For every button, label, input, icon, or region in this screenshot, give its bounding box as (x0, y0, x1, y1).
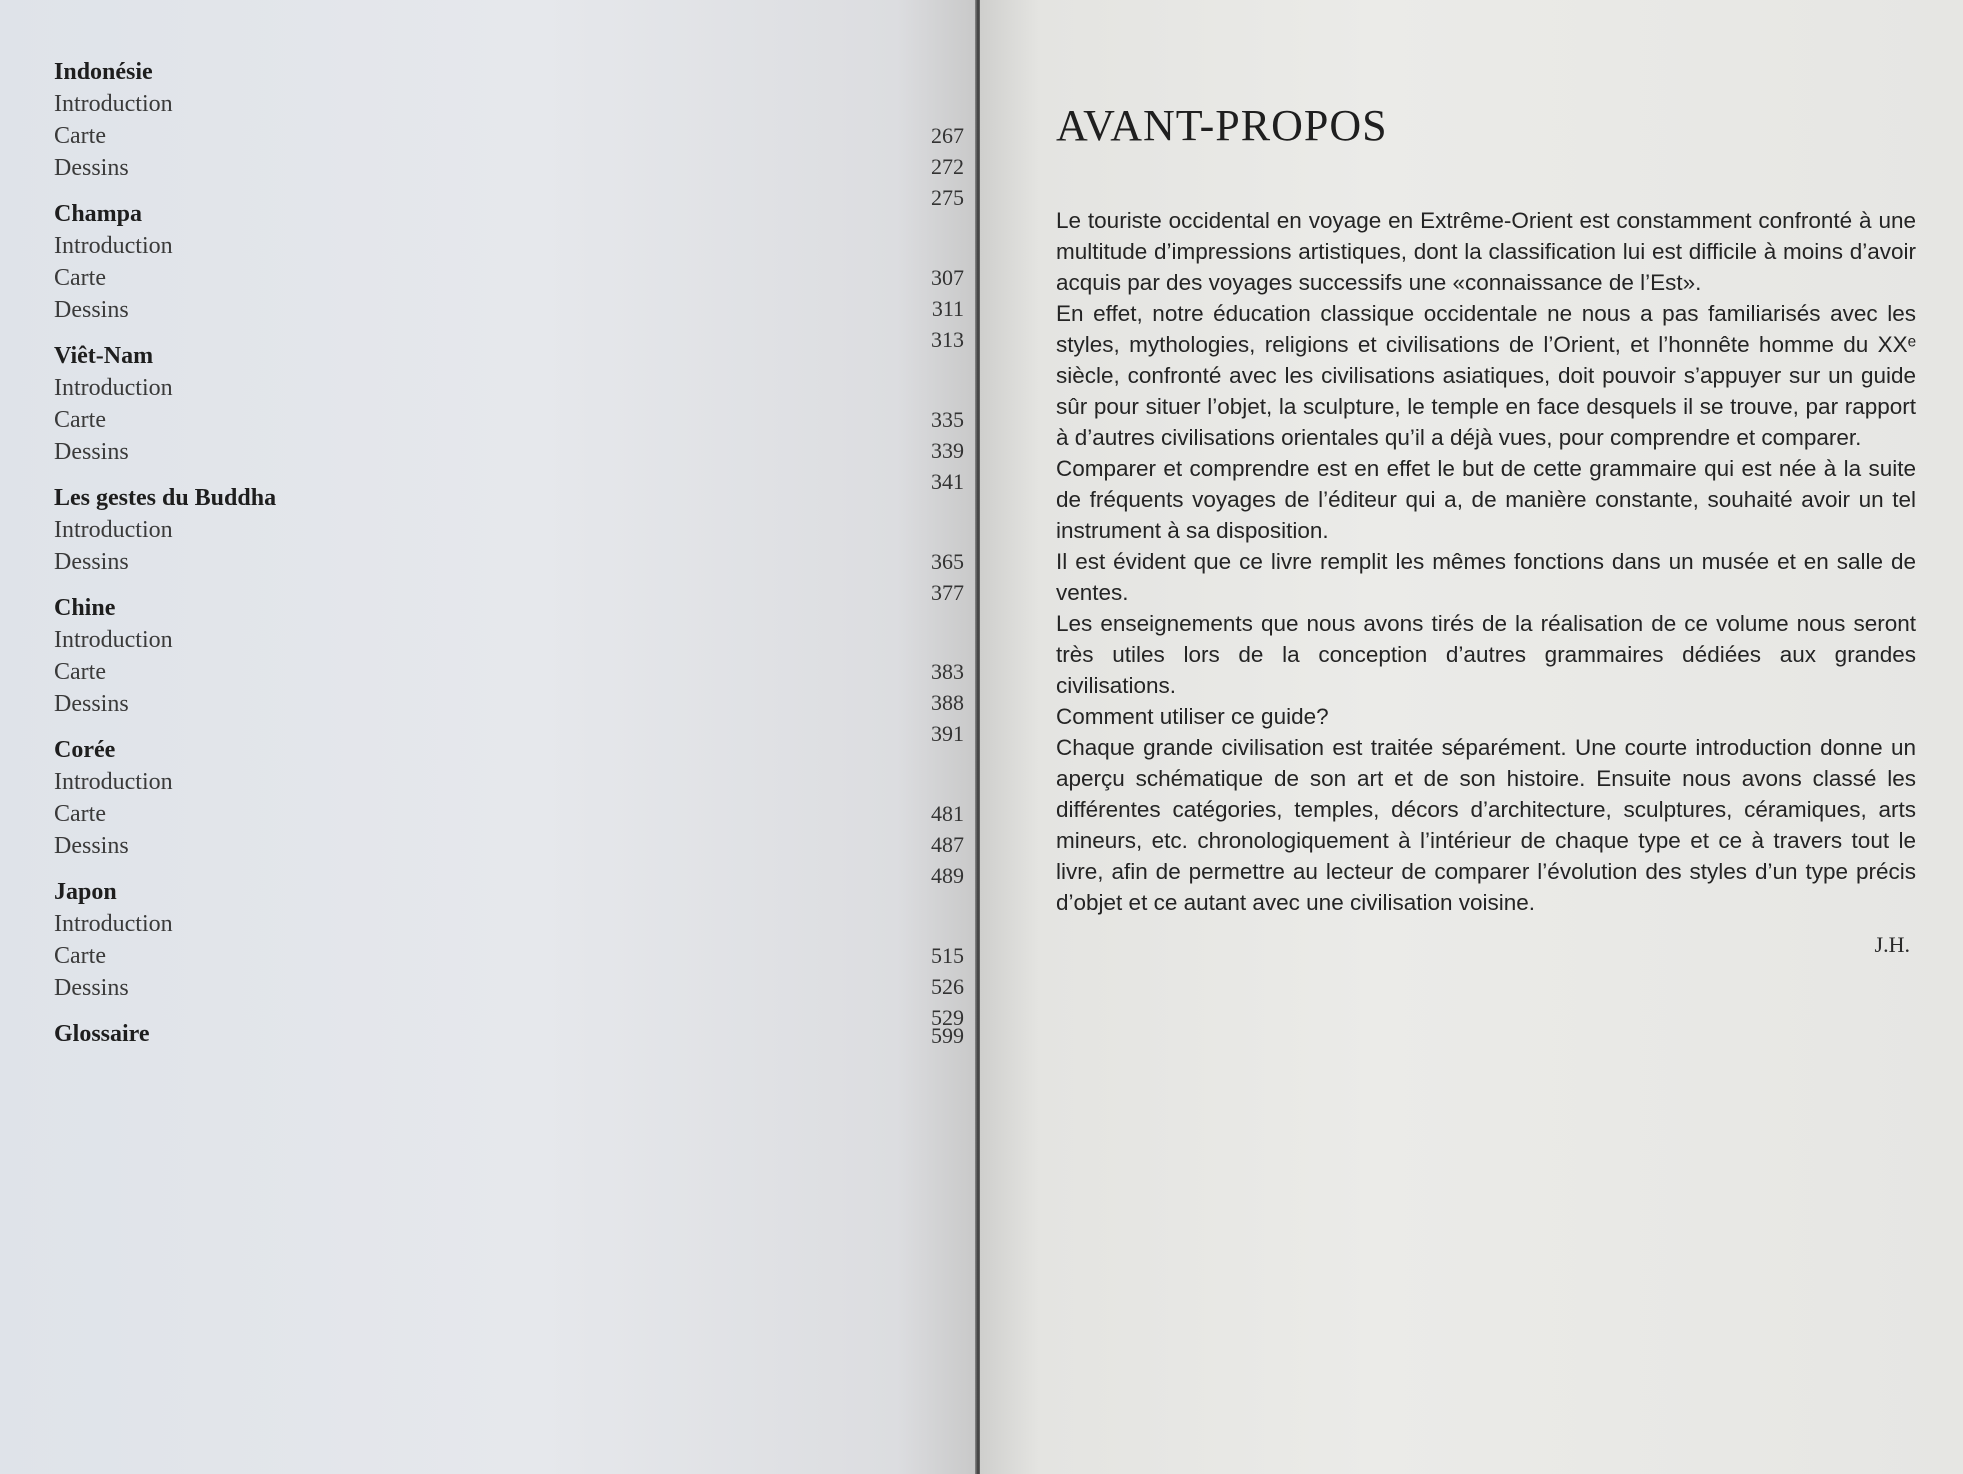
page-number: 272 (931, 154, 964, 179)
page-number: 487 (931, 832, 964, 857)
page-number: 599 (931, 1023, 964, 1048)
foreword-paragraph: Chaque grande civilisation est traitée séparément. Une courte introduction donne un aperçu schématique de son art et de son histoire. Ensuite nous avons classé les différentes catégories, temples, décors d’architecture, sculptures, céramiques, arts mineurs, etc. chronologiquement à l’intérieur de chaque type et ce à travers tout le livre, afin de permettre au lecteur de comparer l’évolution des styles d’un type précis d’objet et ce autant avec une civilisation voisine. (1056, 735, 1916, 915)
page-number: 377 (931, 580, 964, 605)
toc-heading: Japon (54, 879, 117, 905)
toc-item: Introduction (54, 769, 173, 795)
toc-item: Carte (54, 407, 106, 433)
toc-item: Dessins (54, 439, 129, 465)
toc-item: Carte (54, 659, 106, 685)
left-page (0, 0, 975, 1474)
toc-section-indonesie (54, 56, 964, 210)
page-number: 388 (931, 690, 964, 715)
toc-heading: Chine (54, 595, 116, 621)
page-number: 481 (931, 801, 964, 826)
toc-section-gestes-buddha (54, 482, 964, 605)
toc-section-champa (54, 198, 964, 352)
page-number: 365 (931, 549, 964, 574)
foreword-paragraph: Le touriste occidental en voyage en Extrême-Orient est constamment confronté à une multitude d’impressions artistiques, dont la classification lui est difficile à moins d’avoir acquis par des voyages successifs une «connaissance de l’Est». (1056, 208, 1916, 295)
toc-section-viet-nam (54, 340, 964, 494)
foreword-paragraph: Comparer et comprendre est en effet le but de cette grammaire qui est née à la suite de fréquents voyages de l’éditeur qui a, de manière constante, souhaité avoir un tel instrument à sa disposition. (1056, 456, 1916, 543)
toc-item: Dessins (54, 155, 129, 181)
toc-item: Dessins (54, 297, 129, 323)
page-number: 341 (931, 469, 964, 494)
toc-heading: Glossaire (54, 1021, 150, 1047)
toc-item: Carte (54, 265, 106, 291)
page-number: 313 (931, 327, 964, 352)
toc-item: Carte (54, 801, 106, 827)
page-number: 526 (931, 974, 964, 999)
page-number: 489 (931, 863, 964, 888)
toc-section-glossaire (54, 1018, 964, 1050)
toc-item: Dessins (54, 975, 129, 1001)
toc-heading: Champa (54, 201, 143, 227)
toc-item: Introduction (54, 627, 173, 653)
toc-item: Carte (54, 943, 106, 969)
page-number: 529 (931, 1005, 964, 1030)
foreword-paragraph: En effet, notre éducation classique occidentale ne nous a pas familiarisés avec les styles, mythologies, religions et civilisations de l’Orient, et l’honnête homme du XXᵉ siècle, confronté avec les civilisations asiatiques, doit pouvoir s’appuyer sur un guide sûr pour situer l’objet, la sculpture, le temple en face desquels il se trouve, par rapport à d’autres civilisations orientales qu’il a déjà vues, pour comprendre et comparer. (1056, 301, 1916, 450)
toc-item: Introduction (54, 233, 173, 259)
toc-item: Carte (54, 123, 106, 149)
page-number: 311 (931, 296, 964, 321)
page-number: 339 (931, 438, 964, 463)
table-of-contents (54, 56, 964, 1064)
toc-heading: Indonésie (54, 59, 153, 85)
foreword (1056, 100, 1916, 958)
page-number: 391 (931, 721, 964, 746)
toc-section-coree (54, 734, 964, 888)
page-number: 307 (931, 265, 964, 290)
toc-page-numbers (914, 1020, 964, 1051)
page-number: 267 (931, 123, 964, 148)
foreword-paragraph: Il est évident que ce livre remplit les mêmes fonctions dans un musée et en salle de ventes. (1056, 549, 1916, 605)
foreword-paragraph: Les enseignements que nous avons tirés de la réalisation de ce volume nous seront très utiles lors de la conception d’autres grammaires dédiées aux grandes civilisations. (1056, 611, 1916, 698)
page-number: 275 (931, 185, 964, 210)
toc-item: Dessins (54, 833, 129, 859)
toc-heading: Corée (54, 737, 116, 763)
foreword-paragraph: Comment utiliser ce guide? (1056, 704, 1329, 729)
toc-heading: Viêt-Nam (54, 343, 154, 369)
toc-item: Dessins (54, 549, 129, 575)
toc-item: Introduction (54, 375, 173, 401)
toc-item: Introduction (54, 911, 173, 937)
toc-heading: Les gestes du Buddha (54, 485, 277, 511)
page-number: 335 (931, 407, 964, 432)
toc-item: Introduction (54, 91, 173, 117)
page-number: 383 (931, 659, 964, 684)
toc-section-japon (54, 876, 964, 1030)
toc-item: Dessins (54, 691, 129, 717)
foreword-title: AVANT-PROPOS (1056, 101, 1388, 150)
toc-item: Introduction (54, 517, 173, 543)
foreword-signature: J.H. (1874, 932, 1910, 957)
page-number: 515 (931, 943, 964, 968)
